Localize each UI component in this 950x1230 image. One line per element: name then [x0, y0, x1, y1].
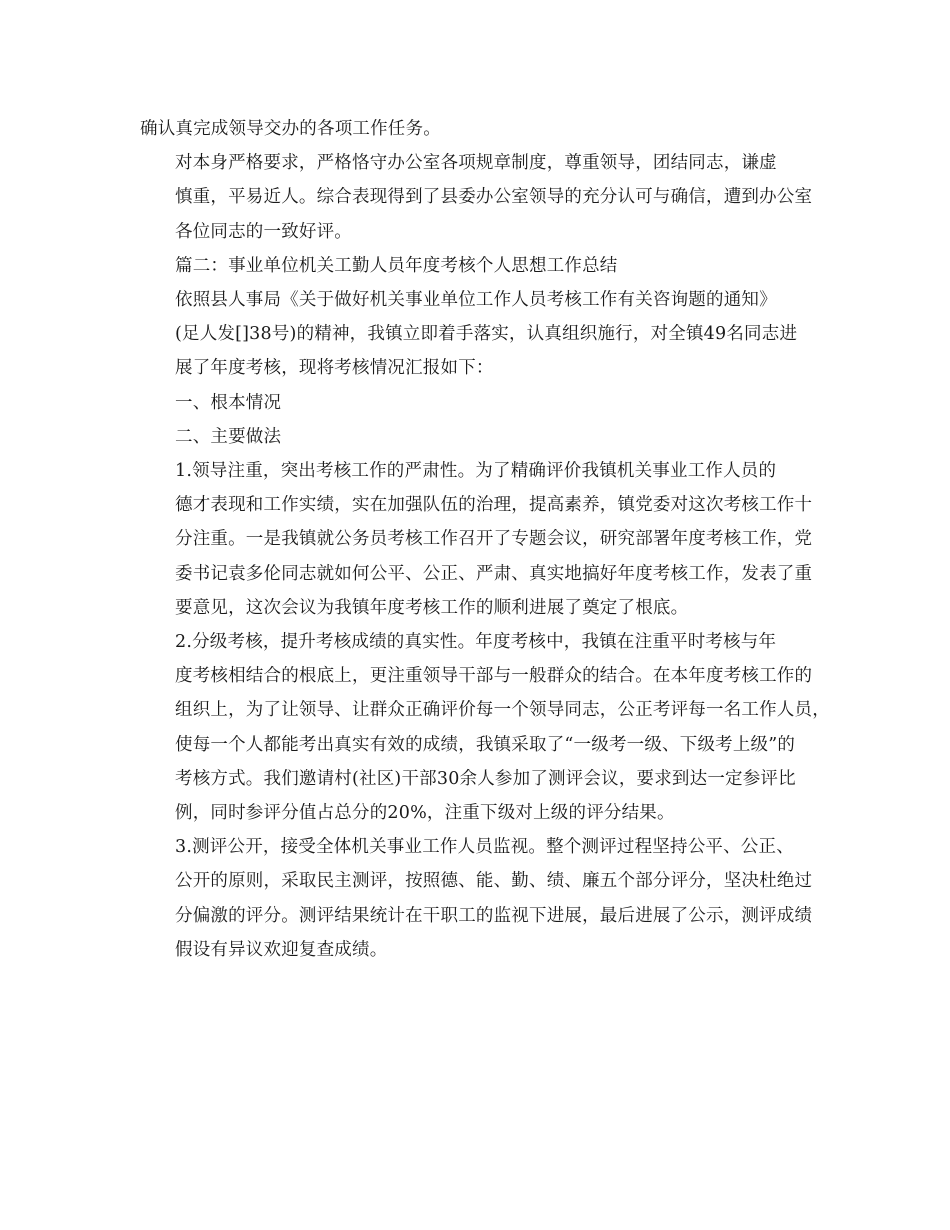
text-line: 要意见，这次会议为我镇年度考核工作的顺利进展了奠定了根底。	[175, 597, 689, 618]
text-line: 慎重，平易近人。综合表现得到了县委办公室领导的充分认可与确信，遭到办公室	[175, 187, 813, 208]
paragraph	[140, 625, 830, 830]
text-line: 公开的原则，采取民主测评，按照德、能、勤、绩、廉五个部分评分，坚决杜绝过	[175, 871, 813, 892]
text-line: 使每一个人都能考出真实有效的成绩，我镇采取了“一级考一级、下级考上级”的	[175, 734, 796, 755]
paragraph	[140, 249, 830, 283]
text-line: 各位同志的一致好评。	[175, 221, 352, 242]
paragraph	[140, 146, 830, 249]
paragraph	[140, 830, 830, 967]
text-line: 3.测评公开，接受全体机关事业工作人员监视。整个测评过程坚持公平、公正、	[175, 837, 794, 858]
text-line: 展了年度考核，现将考核情况汇报如下：	[175, 358, 494, 379]
text-line: 组织上，为了让领导、让群众正确评价每一个领导同志，公正考评每一名工作人员，	[175, 700, 830, 721]
text-line: 例，同时参评分值占总分的20%，注重下级对上级的评分结果。	[175, 803, 675, 824]
paragraph	[140, 112, 830, 146]
text-line: 依照县人事局《关于做好机关事业单位工作人员考核工作有关咨询题的通知》	[175, 290, 777, 311]
paragraph	[140, 454, 830, 625]
paragraph	[140, 386, 830, 420]
document-body	[140, 112, 830, 967]
text-line: 分注重。一是我镇就公务员考核工作召开了专题会议，研究部署年度考核工作，党	[175, 529, 813, 550]
text-line: 对本身严格要求，严格恪守办公室各项规章制度，尊重领导，团结同志，谦虚	[175, 153, 777, 174]
paragraph	[140, 420, 830, 454]
text-line: 二、主要做法	[175, 426, 282, 447]
text-line: (足人发[]38号)的精神，我镇立即着手落实，认真组织施行，对全镇49名同志进	[175, 324, 798, 345]
text-line: 分偏激的评分。测评结果统计在干职工的监视下进展，最后进展了公示，测评成绩	[175, 905, 813, 926]
text-line: 德才表现和工作实绩，实在加强队伍的治理，提高素养，镇党委对这次考核工作十	[175, 495, 813, 516]
text-line: 考核方式。我们邀请村(社区)干部30余人参加了测评会议，要求到达一定参评比	[175, 768, 796, 789]
text-line: 委书记袁多伦同志就如何公平、公正、严肃、真实地搞好年度考核工作，发表了重	[175, 563, 813, 584]
text-line: 1.领导注重，突出考核工作的严肃性。为了精确评价我镇机关事业工作人员的	[175, 461, 777, 482]
text-line: 一、根本情况	[175, 392, 282, 413]
text-line: 度考核相结合的根底上，更注重领导干部与一般群众的结合。在本年度考核工作的	[175, 666, 813, 687]
text-line: 篇二：事业单位机关工勤人员年度考核个人思想工作总结	[175, 255, 618, 276]
paragraph	[140, 283, 830, 386]
text-line: 确认真完成领导交办的各项工作任务。	[140, 119, 441, 139]
text-line: 2.分级考核，提升考核成绩的真实性。年度考核中，我镇在注重平时考核与年	[175, 632, 777, 653]
text-line: 假设有异议欢迎复查成绩。	[175, 939, 388, 960]
